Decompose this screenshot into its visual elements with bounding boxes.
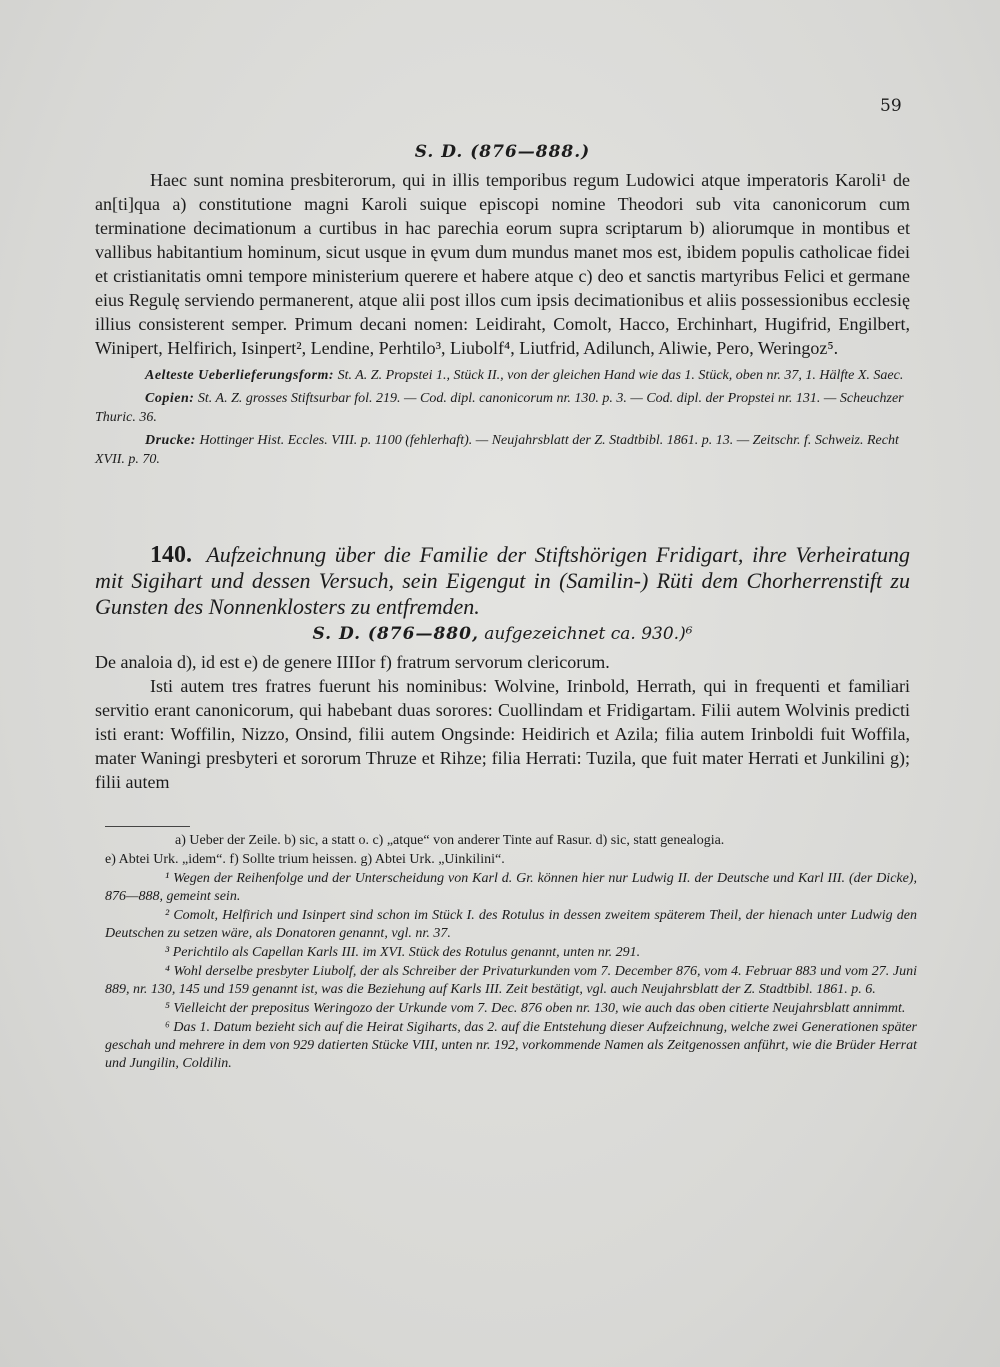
doc140-text: Isti autem tres fratres fuerunt his nominibus: Wolvine, Irinbold, Herrath, qui in frequenti et familiari servitio erant canonicorum, qui habebant duas sorores: Cuollindam et Fridigartam. Filii autem Wolvinis predicti isti erant: Woffilin, Nizzo, Onsind, filii autem Ongsinde: Heidirich et Azila; filia autem Irinboldi fuit Woffila, mater Waningi presbyteri et sororum Thruze et Rihze; filia Herrati: Tuzila, que fuit mater Herrati et Junkilini g); filii autem (95, 676, 910, 792)
doc140-date: S. D. (876—880, (312, 624, 479, 644)
source-label: Aelteste Ueberlieferungsform: (145, 368, 335, 383)
doc140-first-line: De analoia d), id est e) de genere IIIIor f) fratrum servorum clericorum. (95, 652, 610, 672)
doc139-sources (95, 366, 910, 469)
footnote-4: ⁴ Wohl derselbe presbyter Liubolf, der als Schreiber der Privaturkunden vom 7. December 876, vom 4. Februar 883 und vom 27. Juni 889, nr. 130, 145 und 159 genannt ist, was die Beziehung auf Karls III. Zeit bestätigt, vgl. auch Neujahrsblatt der Z. Stadtbibl. 1861. p. 6. (105, 964, 917, 997)
document-139 (95, 142, 910, 473)
footnote-3: ³ Perichtilo als Capellan Karls III. im XVI. Stück des Rotulus genannt, unten nr. 291. (165, 945, 641, 960)
doc140-title: Aufzeichnung über die Familie der Stiftshörigen Fridigart, ihre Verheiratung mit Sigihart und dessen Versuch, sein Eigengut in (Samilin-) Rüti dem Chorherrenstift zu Gunsten des Nonnenklosters zu entfremden. (95, 542, 910, 619)
footnote-divider (105, 826, 190, 827)
footnote-5: ⁵ Vielleicht der prepositus Weringozo der Urkunde vom 7. Dec. 876 oben nr. 130, wie auch das oben citierte Neujahrsblatt annimmt. (165, 1001, 906, 1016)
page-number: 59 (880, 96, 902, 116)
doc140-heading (95, 542, 910, 620)
source-text: Hottinger Hist. Eccles. VIII. p. 1100 (fehlerhaft). — Neujahrsblatt der Z. Stadtbibl. 1861. p. 13. — Zeitschr. f. Schweiz. Recht XVII. p. 70. (95, 433, 899, 467)
doc140-date-note: aufgezeichnet ca. 930.)⁶ (484, 624, 693, 644)
document-140 (95, 542, 910, 794)
source-text: St. A. Z. Propstei 1., Stück II., von der gleichen Hand wie das 1. Stück, oben nr. 37, 1. Hälfte X. Saec. (337, 368, 904, 383)
footnote-letters-2: e) Abtei Urk. „idem“. f) Sollte trium heissen. g) Abtei Urk. „Uinkilini“. (105, 852, 505, 867)
source-label: Copien: (145, 391, 195, 406)
doc139-text: Haec sunt nomina presbiterorum, qui in illis temporibus regum Ludowici atque imperatoris Karoli¹ de an[ti]qua a) constitutione magni Karoli suique episcopi nomine Theodori sub vita canonicorum cum terminatione decimationum a curtibus in hac parechia eorum supra scriptarum b) aliorumque in montibus et vallibus habitantium hominum, sicut usque in ęvum dum mundus manet mos est, ibidem populis catholicae fidei et cristianitatis omni tempore ministerium querere et habere atque c) deo et sanctis martyribus Felici et germane eius Regulę serviendo permanerent, atque alii post illos cum ipsis decimationibus et aliis possessionibus ecclesię illius consisterent semper. Primum decani nomen: Leidiraht, Comolt, Hacco, Erchinhart, Hugifrid, Engilbert, Winipert, Helfirich, Isinpert², Lendine, Perhtilo³, Liubolf⁴, Liutfrid, Adilunch, Aliwie, Pero, Weringoz⁵. (95, 170, 910, 358)
footnote-1: ¹ Wegen der Reihenfolge und der Unterscheidung von Karl d. Gr. können hier nur Ludwig II. der Deutsche und Karl III. (der Dicke), 876—888, gemeint sein. (105, 871, 917, 904)
footnote-letters-1: a) Ueber der Zeile. b) sic, a statt o. c) „atque“ von anderer Tinte auf Rasur. d) sic, statt genealogia. (175, 833, 725, 848)
footnote-2: ² Comolt, Helfirich und Isinpert sind schon im Stück I. des Rotulus in dessen zweitem späterem Theil, der hienach unter Ludwig den Deutschen zu setzen wäre, als Donatoren genannt, vgl. nr. 37. (105, 908, 917, 941)
footnotes (105, 832, 917, 1074)
source-label: Drucke: (145, 433, 196, 448)
doc139-date: S. D. (876—888.) (414, 142, 591, 162)
source-text: St. A. Z. grosses Stiftsurbar fol. 219. — Cod. dipl. canonicorum nr. 130. p. 3. — Cod. dipl. der Propstei nr. 131. — Scheuchzer Thuric. 36. (95, 391, 904, 425)
doc140-number: 140. (150, 542, 192, 568)
footnote-6: ⁶ Das 1. Datum bezieht sich auf die Heirat Sigiharts, das 2. auf die Entstehung dieser Aufzeichnung, welche zwei Generationen später geschah und mehrere in dem von 929 datierten Stücke VIII, unten nr. 192, vorkommende Namen als Zeitgenossen anführt, wie die Brüder Herrat und Jungilin, Coldilin. (105, 1020, 917, 1071)
doc140-date-line (95, 624, 910, 644)
